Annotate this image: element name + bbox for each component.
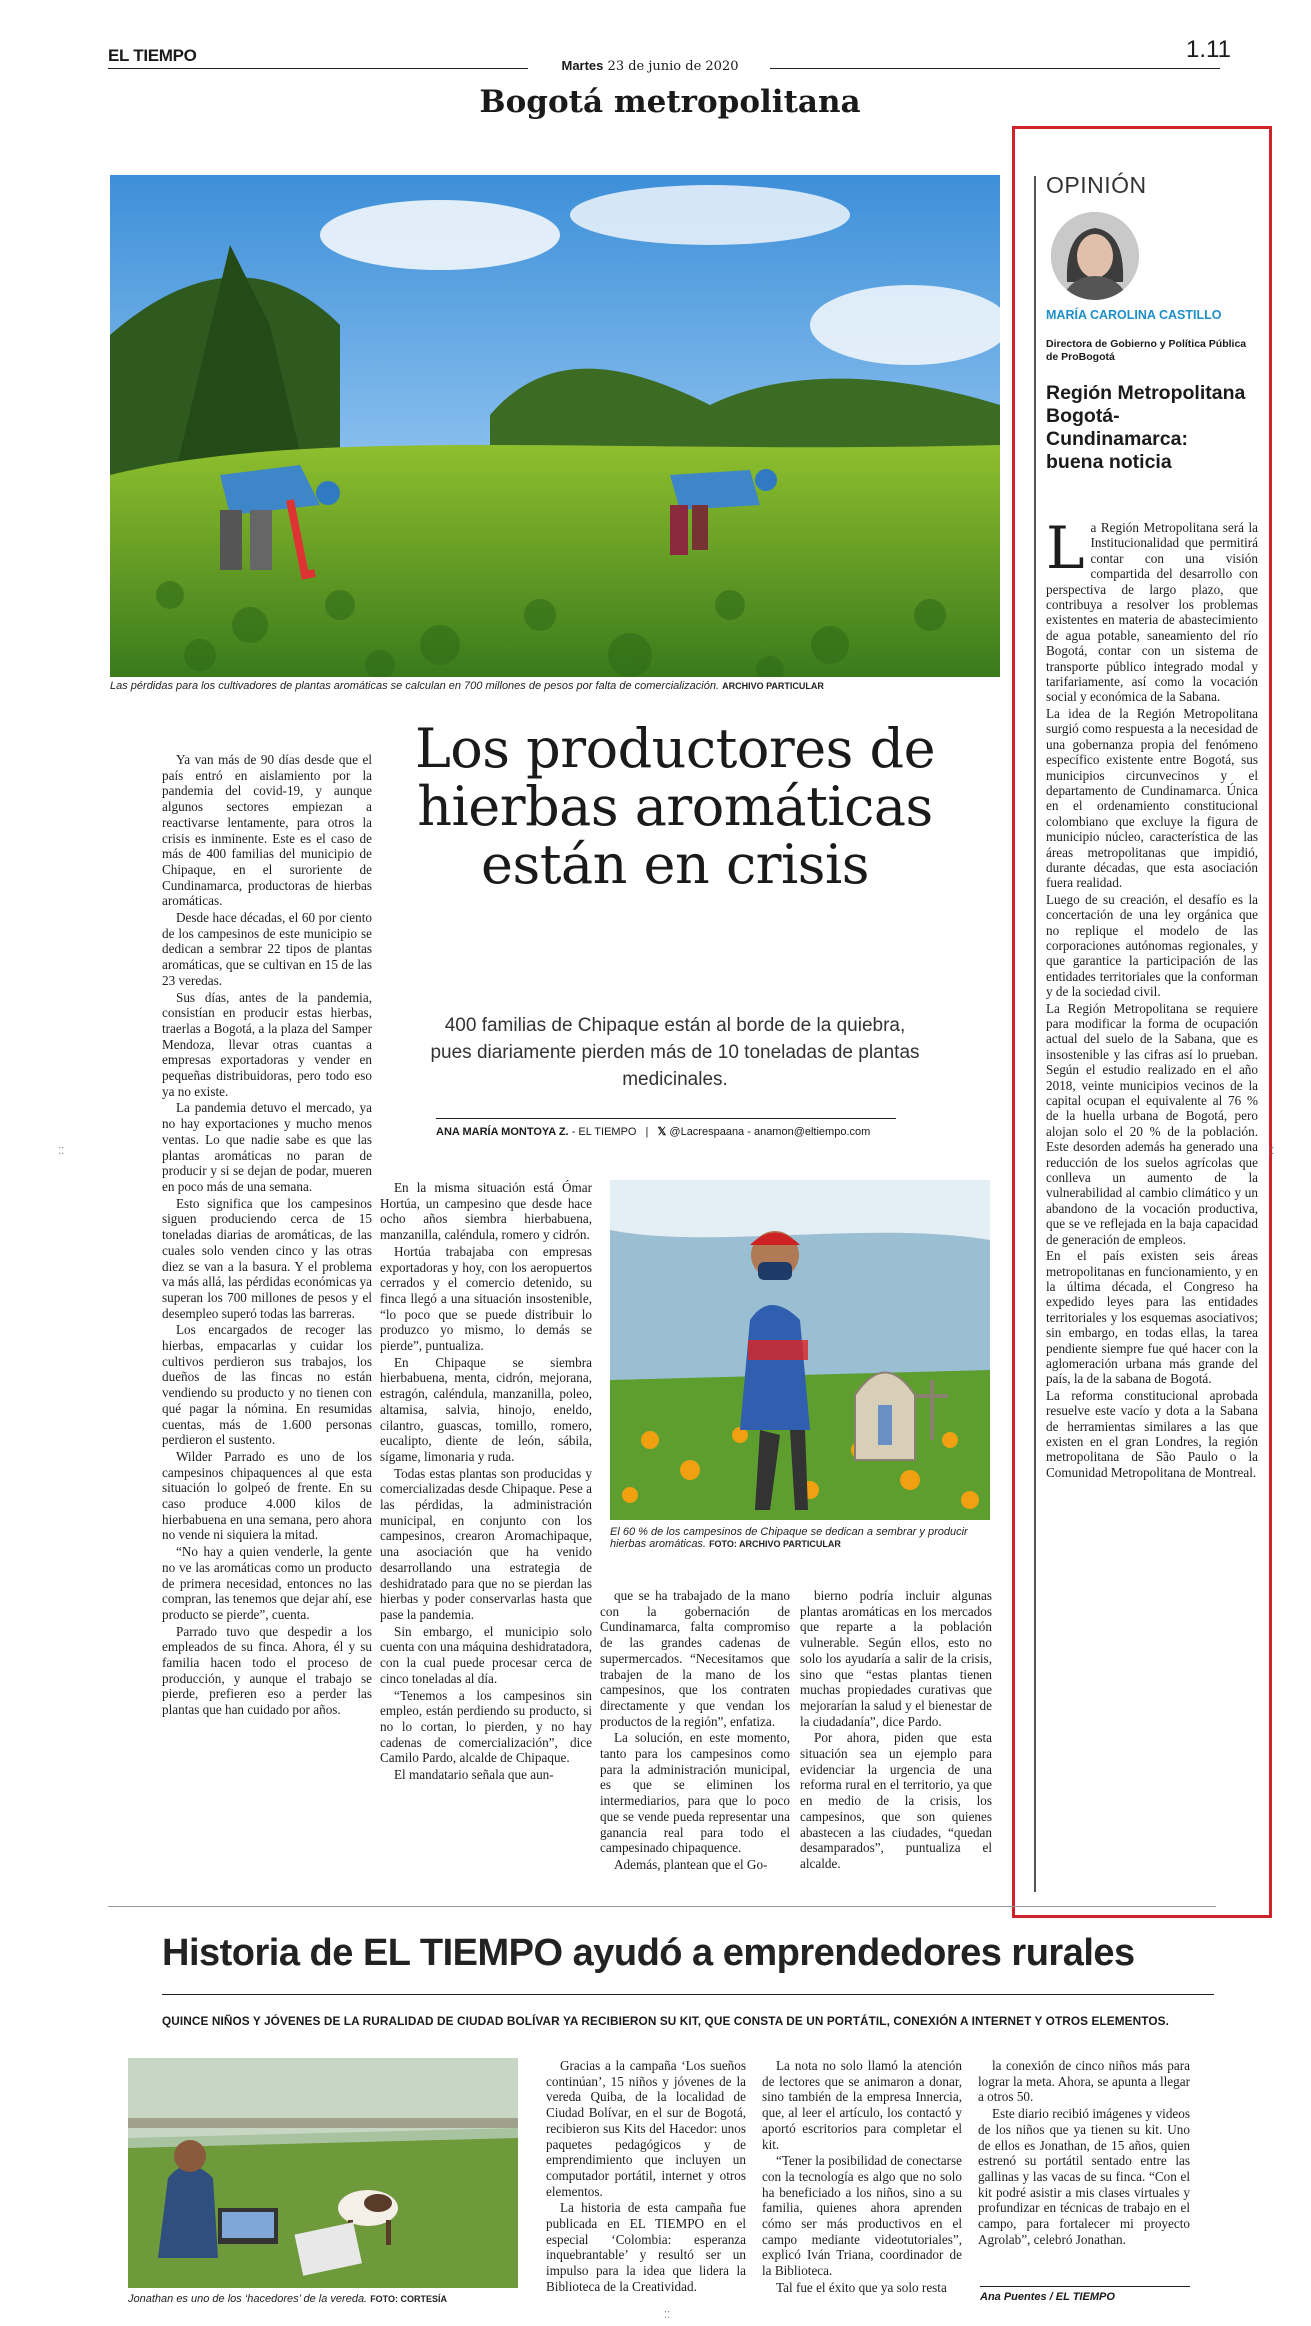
paragraph: En el país existen seis áreas metropolitanas en funcionamiento, y en la última década, el Congreso ha expedido leyes para las entidades territoriales y los esquemas asociativos; sin embargo, en todas ellas, la tarea pendiente siempre fue qué hacer con la aglomeración urbana más grande del país, la de la sabana de Bogotá. bbox=[1046, 1248, 1258, 1387]
paragraph: Wilder Parrado es uno de los campesinos chipaquences al que esta situación lo golpeó de frente. En su caso produce 4.000 kilos de hierbabuena en una semana, pero ahora no vende ni siquiera la mitad. bbox=[162, 1448, 372, 1543]
main-headline: Los productores de hierbas aromáticas están en crisis bbox=[414, 717, 936, 896]
twitter-icon: 𝕏 bbox=[657, 1126, 667, 1138]
opinion-rule bbox=[1034, 176, 1036, 1892]
registration-mark-right: ⁚⁚ bbox=[1268, 1146, 1275, 1157]
byline-social: @Lacrespaana - anamon@eltiempo.com bbox=[669, 1126, 871, 1138]
student-photo bbox=[128, 2058, 518, 2288]
paragraph: La pandemia detuvo el mercado, ya no hay exportaciones y mucho menos ventas. Lo que nadie sabe es que las plantas aromáticas no paran de producir y si se dejan de podar, mueren en poco más de una semana. bbox=[162, 1100, 372, 1194]
byline-author: ANA MARÍA MONTOYA Z. bbox=[436, 1126, 569, 1138]
issue-date-text: 23 de junio de 2020 bbox=[607, 59, 739, 74]
main-photo-credit: ARCHIVO PARTICULAR bbox=[722, 681, 824, 691]
registration-mark-left: ⁚⁚ bbox=[58, 1146, 65, 1157]
bottom-headline: Historia de EL TIEMPO ayudó a emprendedores rurales bbox=[162, 1932, 1135, 1974]
page-number: 1.11 bbox=[1186, 36, 1231, 63]
bottom-headline-rule bbox=[162, 1994, 1214, 1995]
section-separator bbox=[108, 1906, 1216, 1907]
farmer-photo-credit: FOTO: ARCHIVO PARTICULAR bbox=[709, 1539, 841, 1549]
paragraph: que se ha trabajado de la mano con la gobernación de Cundinamarca, falta compromiso de las grandes cadenas de supermercados. “Necesitamos que trabajen de la mano de los campesinos, que los contraten directamente y que vendan los productos de la región”, enfatiza. bbox=[600, 1588, 790, 1729]
main-column-2 bbox=[380, 1180, 592, 1890]
main-column-3 bbox=[600, 1588, 790, 1888]
paragraph: Hortúa trabajaba con empresas exportadoras y hoy, con los aeropuertos cerrados y el comercio detenido, su finca llegó a una situación insostenible, “lo poco que se puede distribuir lo produzco yo mismo, lo demás se pierde”, puntualiza. bbox=[380, 1243, 592, 1354]
opinion-body bbox=[1046, 520, 1258, 1898]
paragraph: Este diario recibió imágenes y videos de los niños que ya tienen su kit. Uno de ellos es Jonathan, de 15 años, quien estrenó su portátil sentado entre las gallinas y las vacas de su finca. “Con el kit podré asistir a mis clases virtuales y profundizar en técnicas de trabajo en el campo, para fortalecer mi proyecto Agrolab”, celebró Jonathan. bbox=[978, 2106, 1190, 2247]
paragraph: La solución, en este momento, tanto para los campesinos como para la administración municipal, es que se eliminen los intermediarios, para que lo poco que se vende pueda representar una ganancia real para todo el campesinado chipaquence. bbox=[600, 1730, 790, 1856]
farmer-photo-caption bbox=[610, 1526, 990, 1550]
main-column-1 bbox=[162, 752, 372, 1892]
paragraph: Sus días, antes de la pandemia, consistían en producir estas hierbas, traerlas a Bogotá, a la plaza del Samper Mendoza, llevar otras cuantas a empresas exportadoras y vender en pequeñas distribuidoras, pero todo eso ya no existe. bbox=[162, 989, 372, 1099]
paragraph: Parrado tuvo que despedir a los empleados de su finca. Ahora, él y su familia hacen todo el proceso de producción, y aunque el trabajo se pierde, prefieren eso a perder las plantas que han cuidado por años. bbox=[162, 1623, 372, 1718]
drop-cap: L bbox=[1046, 520, 1085, 582]
main-photo bbox=[110, 175, 1000, 677]
paragraph: La Región Metropolitana se requiere para modificar la forma de ocupación actual del suelo de la Sabana, que es insostenible y las cifras así lo prueban. Según el estudio realizado en el año 2018, veinte municipios vecinos de la capital ocupan el equivalente al 76 % de la huella urbana de Bogotá, pero alojan solo el 20 % de la población. Este desorden además ha generado una reducción de los suelos agrícolas que conlleva un aumento de la vulnerabilidad al cambio climático y un abandono de la vocación productiva, que se ve reflejada en la baja capacidad de generación de empleos. bbox=[1046, 1000, 1258, 1247]
farmer-photo bbox=[610, 1180, 990, 1520]
opinion-author-role: Directora de Gobierno y Política Pública de ProBogotá bbox=[1046, 338, 1247, 363]
paragraph: En la misma situación está Ómar Hortúa, un campesino que desde hace ocho años siembra hierbabuena, manzanilla, caléndula, romero y cidrón. bbox=[380, 1180, 592, 1243]
paragraph: Tal fue el éxito que ya solo resta bbox=[776, 2279, 947, 2295]
paragraph: La nota no solo llamó la atención de lectores que se animaron a donar, sino también de la empresa Innercia, que, al leer el artículo, los contactó y aportó escritorios para completar el kit. bbox=[762, 2058, 962, 2152]
paragraph: la conexión de cinco niños más para lograr la meta. Ahora, se apunta a llegar a otros 50. bbox=[978, 2058, 1190, 2105]
paragraph: La reforma constitucional aprobada resuelve este vacío y dota a la Sabana de herramientas similares a las que existen en el gran Londres, la región metropolitana de São Paulo o la Comunidad Metropolitana de Montreal. bbox=[1046, 1387, 1258, 1480]
bottom-byline: Ana Puentes / EL TIEMPO bbox=[980, 2286, 1190, 2303]
opinion-title: Región Metropolitana Bogotá-Cundinamarca: buena noticia bbox=[1046, 382, 1246, 473]
paragraph: “Tener la posibilidad de conectarse con la tecnología es algo que no solo ha beneficiado a los niños, sino a su familia, quienes ahora aprenden cómo ser más productivos en el campo mediante videotutoriales”, explicó Iván Triana, coordinador de la Biblioteca. bbox=[762, 2153, 962, 2279]
masthead: EL TIEMPO bbox=[108, 46, 197, 65]
main-column-4 bbox=[800, 1588, 992, 1888]
student-photo-credit: FOTO: CORTESÍA bbox=[370, 2294, 448, 2304]
main-photo-caption-text: Las pérdidas para los cultivadores de plantas aromáticas se calculan en 700 millones de pesos por falta de comercialización. bbox=[110, 680, 720, 692]
author-avatar bbox=[1051, 212, 1139, 300]
opinion-first-paragraph bbox=[1046, 520, 1258, 705]
paragraph: Luego de su creación, el desafío es la concertación de una ley orgánica que no replique el modelo de las corporaciones autónomas regionales, y que garantice la participación de las entidades territoriales que la conforman y de la sociedad civil. bbox=[1046, 891, 1258, 1000]
registration-mark-bottom: ⁚⁚ bbox=[664, 2310, 671, 2321]
paragraph: “No hay a quien venderle, la gente no ve las aromáticas como un producto de primera necesidad, entonces no las compran, las tenemos que dejar ahí, ese producto se pierde”, cuenta. bbox=[162, 1544, 372, 1622]
paragraph-text: a Región Metropolitana será la Institucionalidad que permitirá contar con una visión compartida del desarrollo con perspectiva de largo plazo, que contribuya a resolver los problemas existentes en materia de abastecimiento de agua potable, saneamiento del río Bogotá, contar con un sistema de transporte público integrado modal y tarifariamente, así como la vocación social y económica de la Sabana. bbox=[1046, 520, 1258, 705]
paragraph: El mandatario señala que aun- bbox=[394, 1767, 554, 1783]
header-rule-right bbox=[770, 68, 1220, 69]
paragraph: Sin embargo, el municipio solo cuenta con una máquina deshidratadora, con la cual puede procesar cerca de cinco toneladas al día. bbox=[380, 1623, 592, 1686]
paragraph: Todas estas plantas son producidas y comercializadas desde Chipaque. Pese a las pérdidas, la administración municipal, en conjunto con los campesinos, crearon Aromachipaque, una asociación que ha venido desarrollando una estrategia de deshidratado para que no se pierdan las hierbas y poder conservarlas hasta que pase la pandemia. bbox=[380, 1465, 592, 1622]
student-photo-caption bbox=[128, 2293, 518, 2305]
paragraph: Esto significa que los campesinos siguen produciendo cerca de 15 toneladas diarias de aromáticas, de las cuales solo venden cinco y las otras diez se van a la basura. Y el problema va más allá, las pérdidas económicas ya superan los 700 millones de pesos y el desempleo superó todas las barreras. bbox=[162, 1195, 372, 1321]
paragraph: Ya van más de 90 días desde que el país entró en aislamiento por la pandemia del covid-19, y aunque algunos sectores empiezan a reactivarse lentamente, para otros la crisis es inminente. Este es el caso de más de 400 familias del municipio de Chipaque, en el suroriente de Cundinamarca, productoras de hierbas aromáticas. bbox=[162, 752, 372, 909]
paragraph: La idea de la Región Metropolitana surgió como respuesta a la necesidad de una gobernanza propia del fenómeno específico existente entre Bogotá, sus municipios circunvecinos y el departamento de Cundinamarca. Única en el ordenamiento constitucional colombiano que excluye la figura de municipio núcleo, característica de las áreas metropolitanas que impidió, durante décadas, que esta asociación fuera realidad. bbox=[1046, 705, 1258, 891]
paragraph: Gracias a la campaña ‘Los sueños continúan’, 15 niños y jóvenes de la vereda Quiba, de la localidad de Ciudad Bolívar, en el sur de Bogotá, recibieron sus Kits del Hacedor: unos paquetes pedagógicos y de emprendimiento que incluyen un computador portátil, internet y otros elementos. bbox=[546, 2058, 746, 2199]
student-photo-caption-text: Jonathan es uno de los ‘hacedores’ de la vereda. bbox=[128, 2293, 368, 2305]
paragraph: “Tenemos a los campesinos sin empleo, están perdiendo su producto, si no lo cortan, lo pierden, y no hay cadenas de comercialización”, dice Camilo Pardo, alcalde de Chipaque. bbox=[380, 1687, 592, 1766]
paragraph: Por ahora, piden que esta situación sea un ejemplo para evidenciar la urgencia de una reforma rural en el territorio, ya que en medio de la crisis, los campesinos, que son quienes abastecen a las ciudades, “quedan desamparados”, puntualiza el alcalde. bbox=[800, 1730, 992, 1871]
paragraph: La historia de esta campaña fue publicada en EL TIEMPO en el especial ‘Colombia: esperanza inquebrantable’ y resultó ser un impulso para la idea que lidera la Biblioteca de la Creatividad. bbox=[546, 2200, 746, 2294]
paragraph: bierno podría incluir algunas plantas aromáticas en los mercados que reparte a la población vulnerable. Según ellos, esto no solo los ayudaría a salir de la crisis, sino que “estas plantas tienen muchas propiedades curativas que mejorarían la salud y el bienestar de la ciudadanía”, dice Pardo. bbox=[800, 1588, 992, 1729]
bottom-column-2 bbox=[762, 2058, 962, 2308]
farmer-photo-caption-text: El 60 % de los campesinos de Chipaque se dedican a sembrar y producir hierbas aromáticas. bbox=[610, 1526, 968, 1550]
main-photo-caption bbox=[110, 680, 1000, 692]
paragraph: Además, plantean que el Go- bbox=[614, 1856, 768, 1872]
bottom-column-3 bbox=[978, 2058, 1190, 2282]
byline-publication: - EL TIEMPO bbox=[571, 1126, 637, 1138]
section-title: Bogotá metropolitana bbox=[479, 84, 861, 120]
opinion-author: MARÍA CAROLINA CASTILLO bbox=[1046, 308, 1222, 322]
main-subhead: 400 familias de Chipaque están al borde de la quiebra, pues diariamente pierden más de 10 toneladas de plantas medicinales. bbox=[430, 1015, 920, 1090]
paragraph: Desde hace décadas, el 60 por ciento de los campesinos de este municipio se dedican a sembrar 22 tipos de plantas aromáticas, que se cultivan en 15 de las 23 veredas. bbox=[162, 910, 372, 988]
issue-date bbox=[530, 58, 770, 74]
paragraph: Los encargados de recoger las hierbas, empacarlas y cuidar los cultivos perdieron sus trabajos, los dueños de las fincas no están vendiendo su producto y no tienen con qué pagar la nómina. En resumidas cuentas, más de 1.600 personas perdieron el sustento. bbox=[162, 1322, 372, 1448]
paragraph: En Chipaque se siembra hierbabuena, menta, cidrón, mejorana, estragón, caléndula, manzanilla, poleo, altamisa, salvia, hinojo, eneldo, cilantro, guascas, tomillo, romero, eucalipto, diente de león, sábila, sígame, limonaria y ruda. bbox=[380, 1354, 592, 1464]
issue-weekday: Martes bbox=[561, 58, 604, 73]
bottom-deck: QUINCE NIÑOS Y JÓVENES DE LA RURALIDAD DE CIUDAD BOLÍVAR YA RECIBIERON SU KIT, QUE CONSTA DE UN PORTÁTIL, CONEXIÓN A INTERNET Y OTROS ELEMENTOS. bbox=[162, 2014, 1169, 2028]
main-byline: ANA MARÍA MONTOYA Z. - EL TIEMPO | 𝕏 @Lacrespaana - anamon@eltiempo.com bbox=[436, 1118, 896, 1138]
opinion-label: OPINIÓN bbox=[1046, 172, 1147, 198]
header-rule-left bbox=[108, 68, 528, 69]
bottom-column-1 bbox=[546, 2058, 746, 2308]
